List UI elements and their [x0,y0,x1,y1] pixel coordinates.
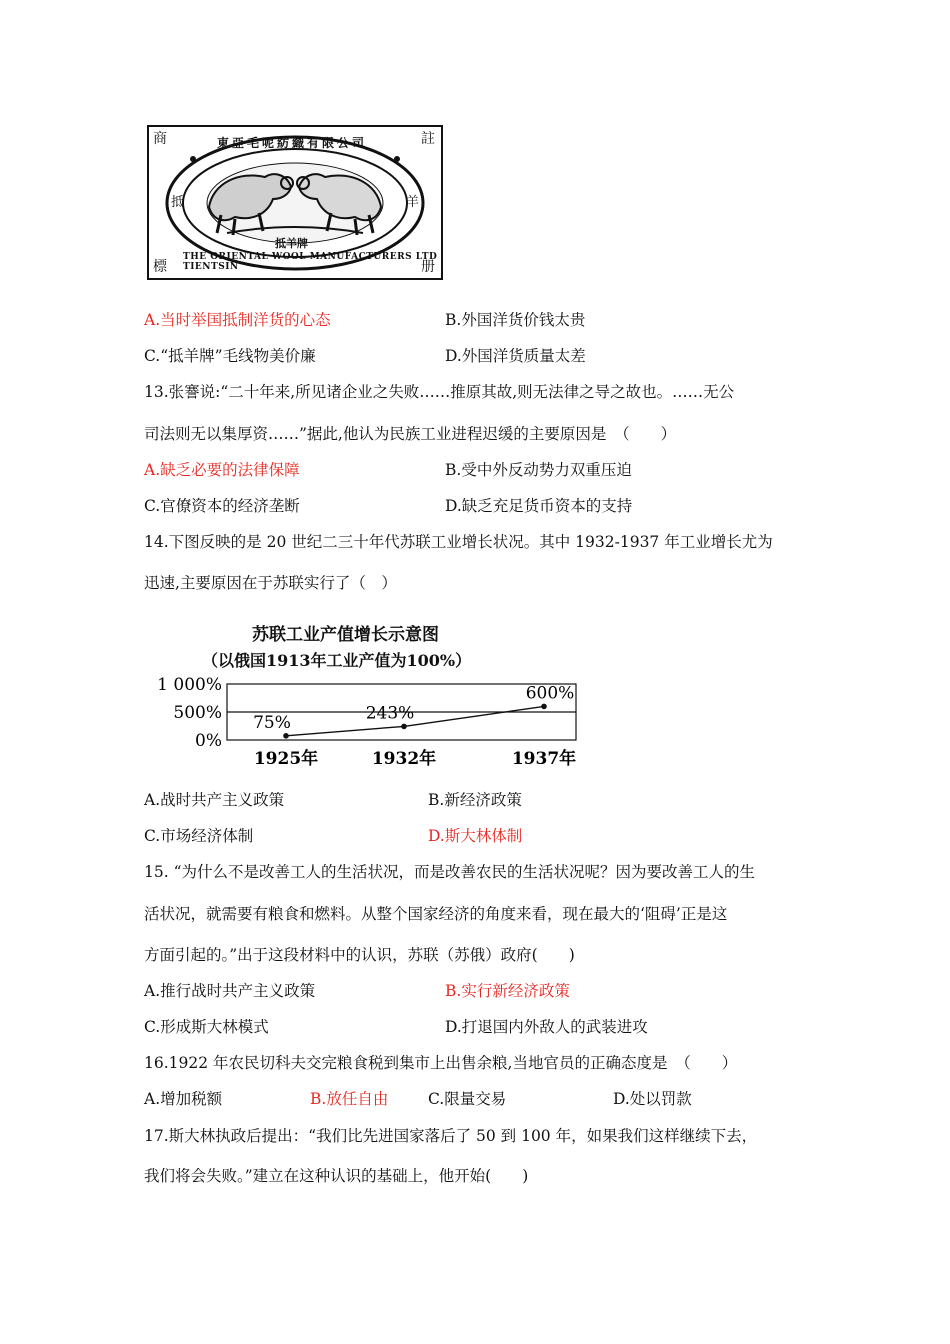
chart-ytick-label: 1 000% [157,675,222,695]
q12-option-d[interactable]: D.外国洋货质量太差 [445,347,586,365]
q15-option-a[interactable]: A.推行战时共产主义政策 [144,982,316,1000]
chart-data-point [283,733,289,739]
q15-stem-line3: 方面引起的。”出于这段材料中的认识，苏联（苏俄）政府( ) [144,946,575,964]
q14-option-a[interactable]: A.战时共产主义政策 [144,791,285,809]
q15-option-c[interactable]: C.形成斯大林模式 [144,1018,269,1036]
q17-stem-line2: 我们将会失败。”建立在这种认识的基础上，他开始( ) [144,1167,529,1185]
q15-option-d[interactable]: D.打退国内外敌人的武装进攻 [445,1018,648,1036]
q14-option-b[interactable]: B.新经济政策 [428,791,522,809]
chart-title: 苏联工业产值增长示意图 [252,625,439,645]
trademark-logo [147,125,443,280]
q16-option-c[interactable]: C.限量交易 [428,1090,507,1108]
logo-corner-ce: 册 [421,259,435,275]
logo-top-arc-text: 東亞毛呢紡織有限公司 [217,136,368,150]
logo-corner-zhu: 註 [421,131,435,147]
q13-stem-line1: 13.张謇说:“二十年来,所见诸企业之失败……推原其故,则无法律之导之故也。……无公 [144,383,735,401]
q16-option-b[interactable]: B.放任自由 [310,1090,389,1108]
q17-stem-line1: 17.斯大林执政后提出：“我们比先进国家落后了 50 到 100 年，如果我们这样继续下去， [144,1127,758,1145]
q16-option-a[interactable]: A.增加税额 [144,1090,223,1108]
chart-data-label: 243% [365,703,415,724]
q15-option-b[interactable]: B.实行新经济政策 [445,982,570,1000]
logo-corner-shang: 商 [153,131,167,147]
logo-corner-biao: 標 [153,259,167,275]
q13-option-c[interactable]: C.官僚资本的经济垄断 [144,497,300,515]
chart-data-label: 600% [525,683,575,704]
chart-xtick-label: 1925年 [253,749,319,769]
q13-option-b[interactable]: B.受中外反动势力双重压迫 [445,461,632,479]
soviet-industry-chart [140,618,580,778]
q15-stem-line2: 活状况，就需要有粮食和燃料。从整个国家经济的角度来看，现在最大的‘阻碍’正是这 [144,905,728,923]
q16-stem-line1: 16.1922 年农民切科夫交完粮食税到集市上出售余粮,当地官员的正确态度是 （ ） [144,1054,738,1072]
q12-option-c[interactable]: C.“抵羊牌”毛线物美价廉 [144,347,316,365]
q14-option-d[interactable]: D.斯大林体制 [428,827,523,845]
q13-option-a[interactable]: A.缺乏必要的法律保障 [144,461,300,479]
q14-option-c[interactable]: C.市场经济体制 [144,827,254,845]
chart-data-point [401,724,407,730]
q12-option-a[interactable]: A.当时举国抵制洋货的心态 [144,311,331,329]
chart-data-label: 75% [253,712,291,733]
q14-stem-line2: 迅速,主要原因在于苏联实行了（ ） [144,574,397,592]
logo-bottom-arc-text: THE ORIENTAL WOOL MANUFACTURERS LTD TIENTSIN [183,252,438,272]
chart-series-line [286,706,544,735]
q16-option-d[interactable]: D.处以罚款 [613,1090,692,1108]
q15-stem-line1: 15. “为什么不是改善工人的生活状况，而是改善农民的生活状况呢？因为要改善工人的生 [144,863,756,881]
chart-data-point [541,704,547,710]
q12-option-b[interactable]: B.外国洋货价钱太贵 [445,311,586,329]
logo-right-word: 羊 [405,195,419,210]
chart-ytick-label: 0% [195,731,222,751]
chart-xtick-label: 1932年 [371,749,437,769]
logo-left-word: 抵 [171,195,185,210]
chart-ytick-label: 500% [173,703,222,723]
chart-subtitle: （以俄国1913年工业产值为100%） [202,651,472,670]
q14-stem-line1: 14.下图反映的是 20 世纪二三十年代苏联工业增长状况。其中 1932-1937 年工业增长尤为 [144,533,773,551]
logo-center-label: 抵羊牌 [275,237,308,250]
chart-xtick-label: 1937年 [511,749,577,769]
q13-option-d[interactable]: D.缺乏充足货币资本的支持 [445,497,633,515]
q13-stem-line2: 司法则无以集厚资……”据此,他认为民族工业进程迟缓的主要原因是 （ ） [144,425,677,443]
chart-plot [140,618,580,778]
